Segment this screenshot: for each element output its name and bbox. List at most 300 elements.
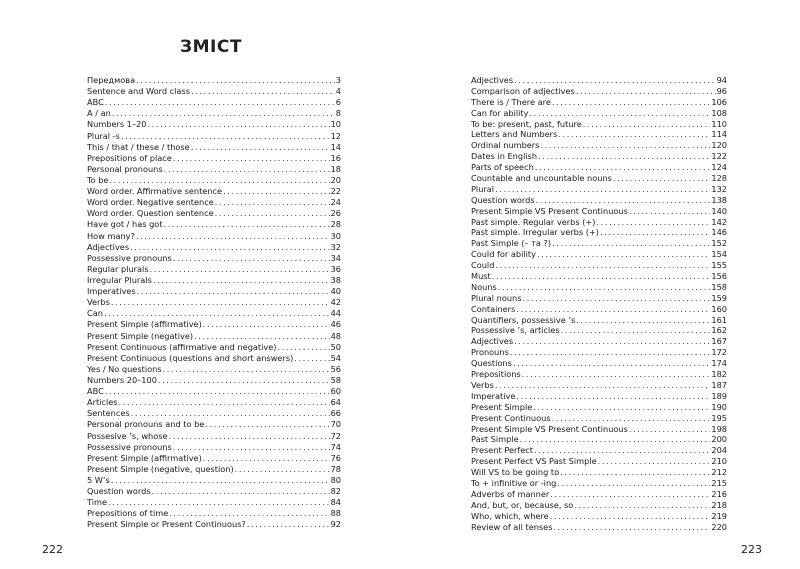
toc-entry-label: Past simple. Irregular verbs (+) [471,227,599,238]
toc-entry-page: 92 [330,519,341,530]
toc-entry[interactable] [471,413,727,424]
toc-dot-leader [108,497,330,508]
toc-entry-page: 46 [330,319,341,330]
toc-entry-label: Review of all tenses [471,521,553,532]
toc-entry-page: 160 [711,303,727,314]
toc-entry-label: Parts of speech [471,162,534,173]
toc-dot-leader [629,424,711,435]
toc-entry-label: How many? [87,230,135,241]
toc-entry[interactable] [87,342,341,353]
toc-entry-label: Containers [471,303,516,314]
toc-entry-page: 142 [711,216,727,227]
toc-entry-page: 167 [711,336,727,347]
toc-entry-label: A / an [87,108,111,119]
toc-entry-page: 32 [330,241,341,252]
toc-entry-label: Personal pronouns [87,163,163,174]
toc-entry[interactable] [87,197,341,208]
toc-entry[interactable] [87,297,341,308]
toc-entry[interactable] [87,153,341,164]
toc-entry[interactable] [87,219,341,230]
toc-entry-page: 74 [330,441,341,452]
toc-entry[interactable] [87,431,341,442]
toc-dot-leader [173,153,330,164]
toc-entry-label: Can [87,308,103,319]
toc-dot-leader [516,391,710,402]
toc-list-right [471,75,727,532]
toc-entry[interactable] [471,456,727,467]
toc-dot-leader [278,342,330,353]
toc-dot-leader [111,297,330,308]
toc-entry-page: 80 [330,474,341,485]
toc-entry-label: Possessive pronouns [87,252,172,263]
toc-dot-leader [130,242,329,253]
toc-entry-page: 56 [330,363,341,374]
toc-entry[interactable] [471,119,727,130]
toc-entry[interactable] [87,442,341,453]
toc-dot-leader [552,238,710,249]
toc-dot-leader [558,129,710,140]
toc-entry-page: 138 [711,194,727,205]
toc-dot-leader [553,522,710,533]
toc-entry[interactable] [87,97,341,108]
toc-dot-leader [533,402,710,413]
toc-entry[interactable] [87,86,341,97]
toc-entry-label: Present Simple (negative, question) [87,463,234,474]
toc-entry-label: Prepositions [471,369,521,380]
toc-dot-leader [152,486,330,497]
toc-dot-leader [583,119,711,130]
toc-entry-page: 48 [330,330,341,341]
toc-entry-page: 20 [330,174,341,185]
toc-entry-label: Nouns [471,281,497,292]
toc-entry[interactable] [87,231,341,242]
toc-entry-page: 18 [330,163,341,174]
toc-entry-label: Adjectives [471,75,514,85]
toc-entry-label: Pronouns [471,347,509,358]
toc-dot-leader [596,217,710,228]
toc-entry-label: Imperatives [87,286,136,297]
page-number-right: 223 [741,543,762,556]
toc-entry-label: Numbers 1–20 [87,119,147,130]
toc-dot-leader [523,293,711,304]
toc-entry[interactable] [471,195,727,206]
toc-entry-page: 72 [330,430,341,441]
toc-entry-page: 172 [711,347,727,358]
toc-entry-page: 42 [330,297,341,308]
toc-dot-leader [294,353,329,364]
toc-entry[interactable] [471,151,727,162]
toc-entry-label: Present Continuous [471,412,551,423]
toc-list-left [87,75,341,530]
toc-entry-page: 146 [711,227,727,238]
toc-entry[interactable] [87,419,341,430]
toc-entry[interactable] [87,108,341,119]
toc-entry[interactable] [87,386,341,397]
toc-entry-label: Time [87,497,108,508]
toc-entry-label: Word order. Affirmative sentence [87,186,223,197]
toc-dot-leader [492,271,711,282]
toc-entry-label: Present Perfect [471,445,534,456]
toc-entry[interactable] [87,208,341,219]
toc-entry-page: 174 [711,358,727,369]
toc-entry[interactable] [471,402,727,413]
toc-entry-page: 82 [330,486,341,497]
toc-entry[interactable] [471,434,727,445]
toc-entry-label: Prepositions of place [87,152,172,163]
toc-dot-leader [552,97,711,108]
toc-entry-page: 54 [330,352,341,363]
toc-entry[interactable] [471,511,727,522]
toc-entry[interactable] [87,75,341,86]
toc-dot-leader [223,186,329,197]
toc-entry[interactable] [87,464,341,475]
toc-entry-page: 6 [335,97,341,108]
toc-dot-leader [169,431,330,442]
toc-dot-leader [574,500,710,511]
toc-entry-page: 216 [711,488,727,499]
toc-entry-page: 66 [330,408,341,419]
toc-entry-page: 200 [711,434,727,445]
toc-entry-label: Verbs [87,297,110,308]
toc-entry-page: 159 [711,292,727,303]
toc-entry[interactable] [87,142,341,153]
toc-dot-leader [215,208,330,219]
toc-entry-label: Could [471,260,495,271]
toc-entry[interactable] [471,445,727,456]
toc-entry[interactable] [87,453,341,464]
toc-entry-page: 114 [711,129,727,140]
toc-dot-leader [538,151,710,162]
toc-dot-leader [520,434,711,445]
toc-dot-leader [105,97,335,108]
toc-entry-label: ABC [87,386,104,397]
toc-entry-page: 182 [711,369,727,380]
toc-entry[interactable] [87,475,341,486]
toc-dot-leader [150,264,330,275]
toc-dot-leader [164,164,330,175]
toc-entry-label: Will VS to be going to [471,467,560,478]
toc-dot-leader [147,119,329,130]
toc-entry[interactable] [471,173,727,184]
toc-entry-label: Personal pronouns and to be [87,419,205,430]
toc-dot-leader [137,286,330,297]
toc-entry-label: Can for ability [471,107,529,118]
toc-entry[interactable] [471,129,727,140]
toc-entry[interactable] [87,175,341,186]
toc-entry-page: 152 [711,238,727,249]
toc-dot-leader [158,375,330,386]
toc-entry-label: Present Continuous (questions and short answers) [87,352,294,363]
toc-entry[interactable] [471,108,727,119]
toc-entry-page: 8 [335,108,341,119]
toc-entry[interactable] [471,424,727,435]
toc-dot-leader [600,227,710,238]
toc-dot-leader [557,478,710,489]
toc-entry-label: Question words [471,194,535,205]
toc-entry-page: 132 [711,183,727,194]
toc-entry-page: 106 [711,96,727,107]
toc-entry[interactable] [471,217,727,228]
toc-dot-leader [534,445,710,456]
toc-entry-page: 12 [330,130,341,141]
toc-entry[interactable] [87,131,341,142]
toc-dot-leader [522,369,711,380]
toc-entry[interactable] [471,325,727,336]
toc-dot-leader [104,308,330,319]
toc-entry-page: 76 [330,452,341,463]
toc-entry[interactable] [87,164,341,175]
toc-dot-leader [540,140,710,151]
toc-entry-page: 88 [330,508,341,519]
toc-entry-label: Verbs [471,379,494,390]
toc-dot-leader [111,475,330,486]
toc-dot-leader [513,358,710,369]
toc-dot-leader [537,249,710,260]
page-number-left: 222 [42,543,63,556]
toc-dot-leader [535,162,711,173]
toc-dot-leader [550,489,710,500]
toc-entry-page: 124 [711,162,727,173]
toc-entry-page: 3 [335,75,341,85]
toc-entry-label: Prepositions of time [87,508,169,519]
toc-entry-label: And, but, or, because, so [471,499,574,510]
toc-dot-leader [119,397,330,408]
toc-entry-label: Question words [87,486,151,497]
toc-entry[interactable] [471,304,727,315]
toc-dot-leader [194,331,330,342]
toc-entry-label: Sentences [87,408,130,419]
toc-entry-page: 60 [330,386,341,397]
toc-entry-page: 198 [711,423,727,434]
toc-dot-leader [203,319,330,330]
toc-entry-page: 220 [711,521,727,532]
toc-dot-leader [598,456,711,467]
toc-entry[interactable] [471,478,727,489]
toc-entry[interactable] [87,242,341,253]
toc-entry-page: 140 [711,205,727,216]
toc-entry[interactable] [471,369,727,380]
toc-dot-leader [169,508,329,519]
toc-entry-page: 38 [330,274,341,285]
toc-entry[interactable] [471,293,727,304]
toc-entry-page: 4 [335,86,341,97]
toc-dot-leader [203,453,330,464]
toc-entry-label: Imperative [471,390,516,401]
toc-dot-leader [173,442,330,453]
toc-entry[interactable] [87,486,341,497]
toc-entry-label: Word order. Question sentence [87,208,214,219]
toc-entry-page: 212 [711,467,727,478]
toc-entry-page: 158 [711,281,727,292]
toc-entry[interactable] [87,119,341,130]
toc-entry[interactable] [471,489,727,500]
toc-entry[interactable] [471,391,727,402]
toc-entry[interactable] [471,238,727,249]
toc-dot-leader [191,86,335,97]
toc-entry-page: 14 [330,141,341,152]
toc-dot-leader [495,260,710,271]
toc-dot-leader [516,304,710,315]
toc-dot-leader [173,253,330,264]
toc-entry-page: 162 [711,325,727,336]
toc-entry-label: Quantifiers, possessive ’s [471,314,576,325]
toc-entry-page: 22 [330,186,341,197]
toc-entry-page: 154 [711,249,727,260]
toc-entry-page: 219 [711,510,727,521]
toc-entry-page: 96 [716,85,727,96]
toc-dot-leader [495,184,710,195]
toc-entry[interactable] [471,162,727,173]
toc-dot-leader [153,275,330,286]
toc-dot-leader [529,108,710,119]
toc-title: ЗМІСТ [180,37,242,57]
toc-entry-label: Must [471,271,491,282]
toc-entry-page: 215 [711,477,727,488]
toc-entry[interactable] [87,519,341,530]
toc-entry-page: 218 [711,499,727,510]
toc-entry-label: Countable and uncountable nouns [471,173,612,184]
toc-entry-label: Letters and Numbers [471,129,558,140]
toc-entry[interactable] [87,353,341,364]
toc-entry[interactable] [471,86,727,97]
toc-entry-page: 161 [711,314,727,325]
right-page [400,0,800,569]
toc-entry-page: 120 [711,140,727,151]
toc-entry[interactable] [471,75,727,86]
toc-entry-page: 108 [711,107,727,118]
toc-dot-leader [191,142,330,153]
toc-dot-leader [136,75,335,86]
toc-entry-label: Передмова [87,75,136,85]
toc-dot-leader [136,231,330,242]
toc-entry[interactable] [471,336,727,347]
toc-entry-page: 210 [711,456,727,467]
toc-dot-leader [163,364,330,375]
toc-entry-label: Articles [87,397,118,408]
toc-entry-label: Adjectives [87,241,130,252]
toc-entry[interactable] [87,397,341,408]
toc-entry[interactable] [471,282,727,293]
toc-entry[interactable] [471,140,727,151]
toc-entry[interactable] [87,186,341,197]
toc-entry[interactable] [87,319,341,330]
toc-entry-page: 40 [330,286,341,297]
toc-entry[interactable] [471,184,727,195]
toc-entry[interactable] [87,375,341,386]
toc-entry[interactable] [471,347,727,358]
toc-dot-leader [576,315,710,326]
toc-entry-label: Present Simple [471,401,533,412]
toc-entry-page: 122 [711,151,727,162]
toc-dot-leader [510,347,711,358]
toc-entry-page: 94 [716,75,727,85]
toc-entry-label: Possessive pronouns [87,441,172,452]
toc-entry[interactable] [471,249,727,260]
toc-entry-label: Present Simple VS Present Continuous [471,423,628,434]
toc-dot-leader [629,206,711,217]
toc-entry-label: Dates in English [471,151,538,162]
toc-entry[interactable] [471,522,727,533]
toc-entry-page: 16 [330,152,341,163]
toc-entry[interactable] [87,364,341,375]
toc-entry[interactable] [87,253,341,264]
toc-dot-leader [576,86,716,97]
toc-dot-leader [105,386,330,397]
toc-entry-page: 64 [330,397,341,408]
toc-entry-label: Present Simple (negative) [87,330,194,341]
toc-entry[interactable] [471,315,727,326]
toc-entry-page: 78 [330,463,341,474]
toc-entry-page: 50 [330,341,341,352]
toc-entry[interactable] [471,358,727,369]
toc-entry[interactable] [87,497,341,508]
toc-dot-leader [164,219,330,230]
toc-dot-leader [561,325,711,336]
toc-dot-leader [613,173,710,184]
toc-entry-page: 58 [330,374,341,385]
toc-entry-page: 70 [330,419,341,430]
toc-entry-label: Yes / No questions [87,363,162,374]
toc-entry[interactable] [87,286,341,297]
toc-entry-label: There is / There are [471,96,551,107]
toc-entry-label: Past Simple [471,434,519,445]
toc-entry-page: 26 [330,208,341,219]
toc-entry-page: 155 [711,260,727,271]
toc-entry[interactable] [471,206,727,217]
toc-entry-label: Regular plurals [87,263,149,274]
toc-dot-leader [112,108,335,119]
toc-entry[interactable] [87,408,341,419]
toc-entry-label: ABC [87,97,104,108]
toc-entry-page: 195 [711,412,727,423]
toc-entry-label: This / that / these / those [87,141,190,152]
toc-entry[interactable] [471,271,727,282]
toc-entry[interactable] [471,380,727,391]
toc-entry-page: 44 [330,308,341,319]
toc-entry[interactable] [471,467,727,478]
toc-entry-label: To be: present, past, future [471,118,582,129]
toc-dot-leader [550,511,711,522]
toc-entry-label: Could for ability [471,249,536,260]
toc-entry-label: Past simple. Regular verbs (+) [471,216,596,227]
toc-entry-label: Questions [471,358,512,369]
toc-dot-leader [109,175,329,186]
toc-dot-leader [552,413,711,424]
toc-entry[interactable] [87,308,341,319]
toc-entry-page: 30 [330,230,341,241]
toc-entry-label: 5 W’s [87,474,110,485]
toc-entry-label: Ordinal numbers [471,140,540,151]
toc-entry[interactable] [87,275,341,286]
toc-entry[interactable] [471,500,727,511]
toc-dot-leader [560,467,710,478]
toc-entry-label: Sentence and Word class [87,86,190,97]
toc-entry-label: Have got / has got [87,219,163,230]
toc-entry-label: Comparison of adjectives [471,85,575,96]
toc-entry[interactable] [471,227,727,238]
toc-dot-leader [215,197,330,208]
toc-entry-label: Word order. Negative sentence [87,197,214,208]
toc-entry[interactable] [87,331,341,342]
toc-entry-label: Present Perfect VS Past Simple [471,456,597,467]
toc-entry-label: Possesive ’s, whose [87,430,168,441]
toc-entry[interactable] [87,508,341,519]
toc-entry[interactable] [471,97,727,108]
toc-entry-page: 128 [711,173,727,184]
toc-entry[interactable] [87,264,341,275]
toc-entry[interactable] [471,260,727,271]
toc-dot-leader [514,75,715,86]
